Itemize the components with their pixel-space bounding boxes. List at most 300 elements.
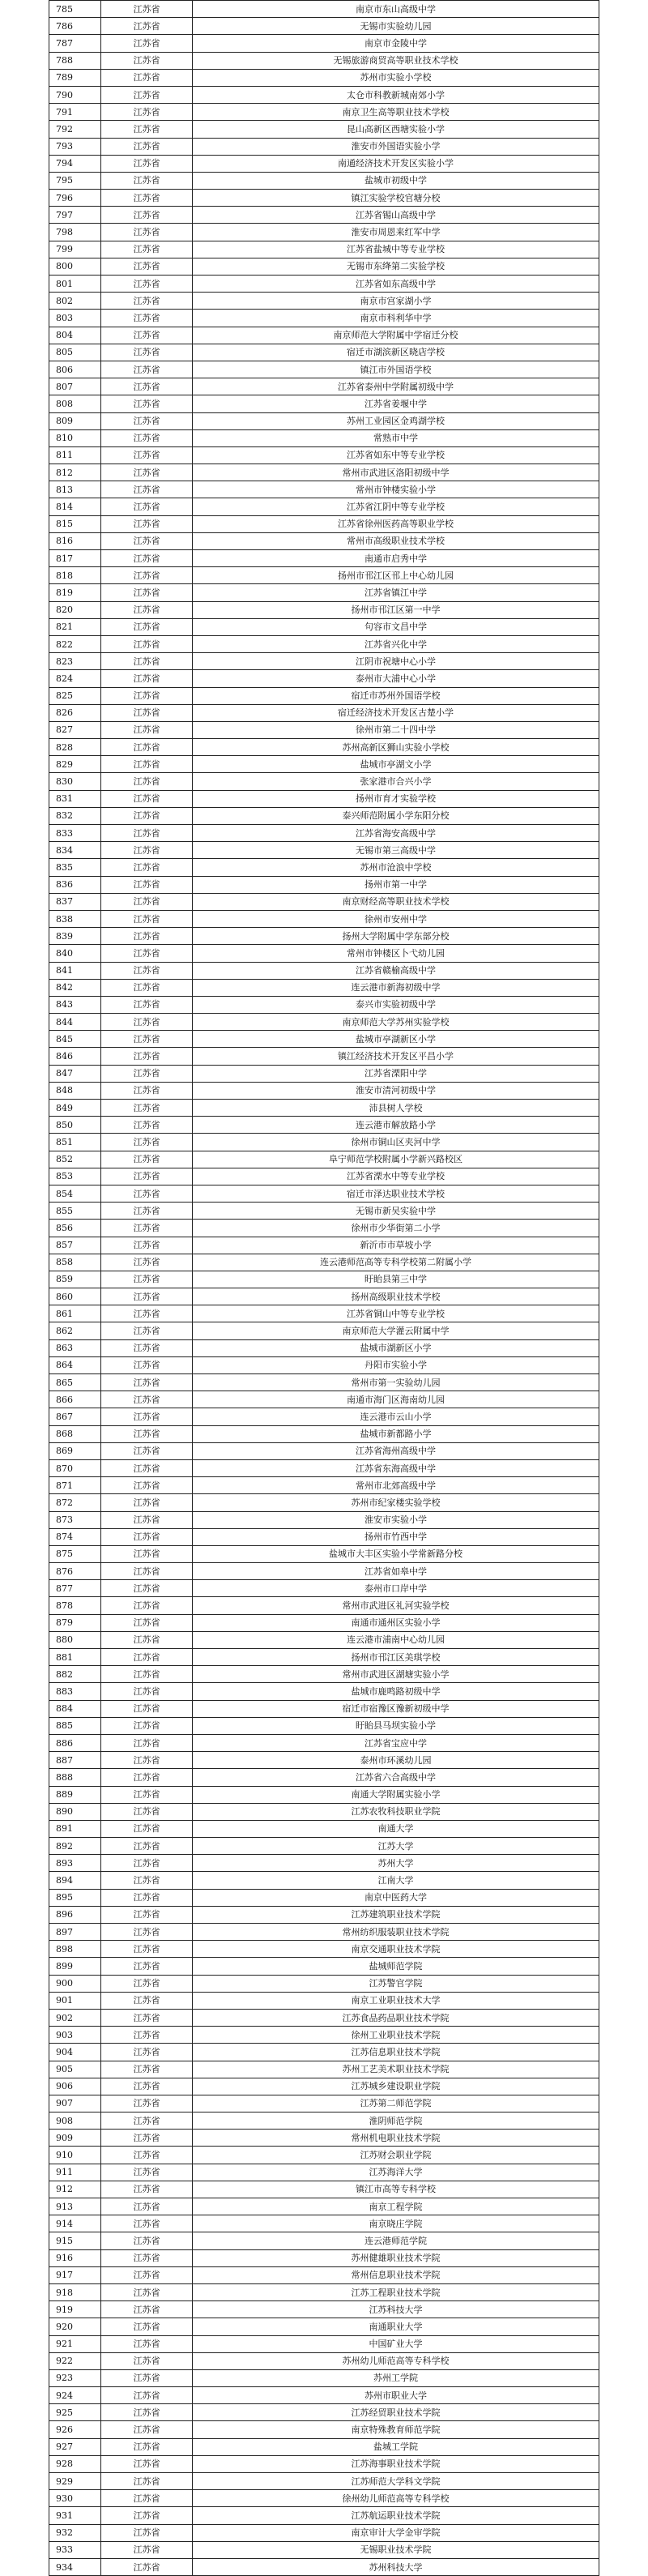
province-cell: 江苏省 (101, 2164, 193, 2181)
school-name-cell: 常州市第一实验幼儿园 (193, 1374, 599, 1391)
table-row (49, 670, 599, 687)
table-row (49, 1134, 599, 1151)
table-row (49, 1803, 599, 1820)
province-cell: 江苏省 (101, 2541, 193, 2558)
table-row (49, 1442, 599, 1459)
row-number: 912 (49, 2181, 101, 2198)
school-name-cell: 江苏城乡建设职业学院 (193, 2078, 599, 2095)
table-row (49, 1048, 599, 1065)
province-cell: 江苏省 (101, 1271, 193, 1288)
province-cell: 江苏省 (101, 1649, 193, 1666)
school-name-cell: 泰州市环溪幼儿园 (193, 1752, 599, 1769)
table-row (49, 1065, 599, 1082)
table-row (49, 532, 599, 549)
province-cell: 江苏省 (101, 584, 193, 601)
row-number: 889 (49, 1786, 101, 1803)
school-name-cell: 苏州科技大学 (193, 2558, 599, 2575)
province-cell: 江苏省 (101, 429, 193, 446)
table-row (49, 138, 599, 155)
row-number: 839 (49, 928, 101, 945)
school-name-cell: 苏州大学 (193, 1855, 599, 1872)
school-name-cell: 江苏省镇江中学 (193, 584, 599, 601)
school-name-cell: 扬州市第一中学 (193, 876, 599, 893)
province-cell: 江苏省 (101, 1477, 193, 1494)
province-cell: 江苏省 (101, 2352, 193, 2369)
province-cell: 江苏省 (101, 1151, 193, 1168)
row-number: 911 (49, 2164, 101, 2181)
province-cell: 江苏省 (101, 601, 193, 618)
province-cell: 江苏省 (101, 2507, 193, 2524)
row-number: 855 (49, 1203, 101, 1220)
table-row (49, 653, 599, 670)
row-number: 901 (49, 1992, 101, 2009)
school-name-cell: 连云港市解放路小学 (193, 1117, 599, 1134)
table-row (49, 1752, 599, 1769)
row-number: 808 (49, 395, 101, 412)
school-name-cell: 盐城市鹿鸣路初级中学 (193, 1683, 599, 1700)
school-name-cell: 无锡市实验幼儿园 (193, 18, 599, 35)
row-number: 811 (49, 446, 101, 464)
province-cell: 江苏省 (101, 207, 193, 224)
province-cell: 江苏省 (101, 1374, 193, 1391)
table-row (49, 1734, 599, 1751)
table-row (49, 1855, 599, 1872)
province-cell: 江苏省 (101, 928, 193, 945)
province-cell: 江苏省 (101, 2473, 193, 2490)
school-name-cell: 盐城市湖新区小学 (193, 1339, 599, 1356)
school-name-cell: 常州纺织服装职业技术学院 (193, 1924, 599, 1941)
school-name-cell: 扬州高级职业技术学校 (193, 1288, 599, 1305)
row-number: 865 (49, 1374, 101, 1391)
province-cell: 江苏省 (101, 687, 193, 704)
province-cell: 江苏省 (101, 1459, 193, 1476)
province-cell: 江苏省 (101, 310, 193, 327)
table-row (49, 224, 599, 241)
table-row (49, 1459, 599, 1476)
table-row (49, 1151, 599, 1168)
school-name-cell: 江苏第二师范学院 (193, 2095, 599, 2112)
table-row (49, 498, 599, 515)
table-row (49, 1906, 599, 1923)
province-cell: 江苏省 (101, 35, 193, 52)
school-name-cell: 江苏科技大学 (193, 2301, 599, 2318)
province-cell: 江苏省 (101, 1494, 193, 1511)
row-number: 801 (49, 276, 101, 293)
row-number: 853 (49, 1168, 101, 1185)
province-cell: 江苏省 (101, 498, 193, 515)
province-cell: 江苏省 (101, 2044, 193, 2061)
table-row (49, 1356, 599, 1373)
province-cell: 江苏省 (101, 1305, 193, 1322)
table-row (49, 1168, 599, 1185)
school-name-cell: 江苏省东海高级中学 (193, 1459, 599, 1476)
table-row (49, 1941, 599, 1958)
row-number: 914 (49, 2215, 101, 2232)
table-row (49, 1408, 599, 1425)
school-name-cell: 淮安市实验小学 (193, 1511, 599, 1528)
row-number: 902 (49, 2009, 101, 2026)
province-cell: 江苏省 (101, 1700, 193, 1717)
province-cell: 江苏省 (101, 1545, 193, 1562)
table-row (49, 2147, 599, 2164)
table-row (49, 2541, 599, 2558)
table-row (49, 893, 599, 910)
row-number: 908 (49, 2112, 101, 2130)
row-number: 880 (49, 1631, 101, 1648)
school-name-cell: 江苏省锡山高级中学 (193, 207, 599, 224)
province-cell: 江苏省 (101, 18, 193, 35)
school-name-cell: 无锡市第三高级中学 (193, 842, 599, 859)
school-name-cell: 无锡职业技术学院 (193, 2541, 599, 2558)
row-number: 898 (49, 1941, 101, 1958)
row-number: 814 (49, 498, 101, 515)
row-number: 823 (49, 653, 101, 670)
province-cell: 江苏省 (101, 2490, 193, 2507)
school-name-cell: 宿迁市湖滨新区晓店学校 (193, 344, 599, 361)
province-cell: 江苏省 (101, 1100, 193, 1117)
province-cell: 江苏省 (101, 2027, 193, 2044)
school-name-cell: 南通市通州区实验小学 (193, 1614, 599, 1631)
row-number: 791 (49, 104, 101, 121)
province-cell: 江苏省 (101, 704, 193, 721)
province-cell: 江苏省 (101, 1014, 193, 1031)
school-name-cell: 盐城市亭湖新区小学 (193, 1031, 599, 1048)
table-row (49, 807, 599, 824)
school-list-body (49, 1, 599, 2576)
row-number: 833 (49, 825, 101, 842)
table-row (49, 1220, 599, 1237)
province-cell: 江苏省 (101, 2558, 193, 2575)
province-cell: 江苏省 (101, 2181, 193, 2198)
school-name-cell: 淮阴师范学院 (193, 2112, 599, 2130)
school-name-cell: 连云港师范高等专科学校第二附属小学 (193, 1254, 599, 1271)
school-name-cell: 南京交通职业技术学院 (193, 1941, 599, 1958)
province-cell: 江苏省 (101, 464, 193, 481)
table-row (49, 293, 599, 310)
province-cell: 江苏省 (101, 378, 193, 395)
table-row (49, 1082, 599, 1099)
row-number: 852 (49, 1151, 101, 1168)
school-name-cell: 徐州市铜山区夹河中学 (193, 1134, 599, 1151)
school-name-cell: 江苏工程职业技术学院 (193, 2283, 599, 2300)
province-cell: 江苏省 (101, 876, 193, 893)
school-name-cell: 宿迁市苏州外国语学校 (193, 687, 599, 704)
table-row (49, 1305, 599, 1322)
table-row (49, 2558, 599, 2575)
row-number: 921 (49, 2335, 101, 2352)
table-row (49, 1889, 599, 1906)
row-number: 923 (49, 2369, 101, 2386)
row-number: 847 (49, 1065, 101, 1082)
province-cell: 江苏省 (101, 1168, 193, 1185)
row-number: 869 (49, 1442, 101, 1459)
table-row (49, 2455, 599, 2472)
province-cell: 江苏省 (101, 2301, 193, 2318)
row-number: 825 (49, 687, 101, 704)
row-number: 802 (49, 293, 101, 310)
province-cell: 江苏省 (101, 515, 193, 532)
school-name-cell: 常州市高级职业技术学校 (193, 532, 599, 549)
school-name-cell: 盱眙县马坝实验小学 (193, 1717, 599, 1734)
school-name-cell: 镇江市外国语学校 (193, 361, 599, 378)
province-cell: 江苏省 (101, 1065, 193, 1082)
province-cell: 江苏省 (101, 446, 193, 464)
province-cell: 江苏省 (101, 1958, 193, 1975)
school-name-cell: 扬州大学附属中学东部分校 (193, 928, 599, 945)
school-name-cell: 南通职业大学 (193, 2318, 599, 2335)
school-name-cell: 苏州市纪家楼实验学校 (193, 1494, 599, 1511)
school-name-cell: 南通经济技术开发区实验小学 (193, 155, 599, 172)
province-cell: 江苏省 (101, 893, 193, 910)
school-name-cell: 盐城市初级中学 (193, 172, 599, 189)
school-name-cell: 江苏省如东中等专业学校 (193, 446, 599, 464)
table-row (49, 2266, 599, 2283)
table-row (49, 2181, 599, 2198)
row-number: 895 (49, 1889, 101, 1906)
table-row (49, 1528, 599, 1545)
table-row (49, 172, 599, 189)
table-row (49, 2490, 599, 2507)
row-number: 849 (49, 1100, 101, 1117)
row-number: 878 (49, 1597, 101, 1614)
province-cell: 江苏省 (101, 1597, 193, 1614)
row-number: 789 (49, 69, 101, 86)
table-row (49, 910, 599, 927)
province-cell: 江苏省 (101, 327, 193, 344)
row-number: 834 (49, 842, 101, 859)
table-row (49, 2524, 599, 2541)
row-number: 806 (49, 361, 101, 378)
school-name-cell: 镇江实验学校官塘分校 (193, 190, 599, 207)
province-cell: 江苏省 (101, 1339, 193, 1356)
province-cell: 江苏省 (101, 721, 193, 738)
table-row (49, 276, 599, 293)
school-name-cell: 江苏省六合高级中学 (193, 1769, 599, 1786)
school-name-cell: 南京市金陵中学 (193, 35, 599, 52)
province-cell: 江苏省 (101, 1048, 193, 1065)
school-name-cell: 南通市海门区海南幼儿园 (193, 1391, 599, 1408)
province-cell: 江苏省 (101, 2009, 193, 2026)
province-cell: 江苏省 (101, 962, 193, 979)
province-cell: 江苏省 (101, 945, 193, 962)
row-number: 804 (49, 327, 101, 344)
row-number: 844 (49, 1014, 101, 1031)
school-name-cell: 扬州市育才实验学校 (193, 790, 599, 807)
school-name-cell: 中国矿业大学 (193, 2335, 599, 2352)
row-number: 787 (49, 35, 101, 52)
table-row (49, 1, 599, 18)
table-row (49, 1649, 599, 1666)
school-name-cell: 江苏财会职业学院 (193, 2147, 599, 2164)
row-number: 888 (49, 1769, 101, 1786)
province-cell: 江苏省 (101, 395, 193, 412)
province-cell: 江苏省 (101, 1, 193, 18)
school-name-cell: 南通大学 (193, 1820, 599, 1837)
table-row (49, 1700, 599, 1717)
school-name-cell: 江苏省徐州医药高等职业学校 (193, 515, 599, 532)
province-cell: 江苏省 (101, 996, 193, 1013)
province-cell: 江苏省 (101, 293, 193, 310)
province-cell: 江苏省 (101, 1425, 193, 1442)
province-cell: 江苏省 (101, 1666, 193, 1683)
province-cell: 江苏省 (101, 172, 193, 189)
province-cell: 江苏省 (101, 2198, 193, 2215)
table-row (49, 69, 599, 86)
table-row (49, 979, 599, 996)
province-cell: 江苏省 (101, 1889, 193, 1906)
row-number: 850 (49, 1117, 101, 1134)
school-name-cell: 常州市北郊高级中学 (193, 1477, 599, 1494)
table-row (49, 1374, 599, 1391)
province-cell: 江苏省 (101, 773, 193, 790)
table-row (49, 155, 599, 172)
school-name-cell: 昆山高新区西塘实验小学 (193, 121, 599, 138)
table-row (49, 361, 599, 378)
row-number: 917 (49, 2266, 101, 2283)
school-name-cell: 江苏食品药品职业技术学院 (193, 2009, 599, 2026)
row-number: 929 (49, 2473, 101, 2490)
province-cell: 江苏省 (101, 739, 193, 756)
province-cell: 江苏省 (101, 138, 193, 155)
school-name-cell: 徐州工业职业技术学院 (193, 2027, 599, 2044)
school-name-cell: 盱眙县第三中学 (193, 1271, 599, 1288)
school-name-cell: 江苏省如东高级中学 (193, 276, 599, 293)
province-cell: 江苏省 (101, 1786, 193, 1803)
table-row (49, 721, 599, 738)
table-row (49, 567, 599, 584)
province-cell: 江苏省 (101, 1734, 193, 1751)
table-row (49, 2044, 599, 2061)
school-name-cell: 常州市钟楼区卜弋幼儿园 (193, 945, 599, 962)
school-name-cell: 江苏省溧阳中学 (193, 1065, 599, 1082)
row-number: 863 (49, 1339, 101, 1356)
school-name-cell: 苏州高新区狮山实验小学校 (193, 739, 599, 756)
school-list-table (49, 0, 599, 2576)
school-name-cell: 徐州市少华街第二小学 (193, 1220, 599, 1237)
table-row (49, 1117, 599, 1134)
school-name-cell: 盐城师范学院 (193, 1958, 599, 1975)
province-cell: 江苏省 (101, 2147, 193, 2164)
school-name-cell: 徐州市安州中学 (193, 910, 599, 927)
row-number: 795 (49, 172, 101, 189)
table-row (49, 2421, 599, 2438)
table-row (49, 2369, 599, 2386)
school-name-cell: 常州市钟楼实验小学 (193, 481, 599, 498)
table-row (49, 1597, 599, 1614)
row-number: 913 (49, 2198, 101, 2215)
province-cell: 江苏省 (101, 2524, 193, 2541)
table-row (49, 190, 599, 207)
province-cell: 江苏省 (101, 1511, 193, 1528)
province-cell: 江苏省 (101, 1528, 193, 1545)
row-number: 900 (49, 1975, 101, 1992)
school-name-cell: 苏州市实验小学校 (193, 69, 599, 86)
school-name-cell: 连云港市云山小学 (193, 1408, 599, 1425)
row-number: 876 (49, 1563, 101, 1580)
row-number: 867 (49, 1408, 101, 1425)
province-cell: 江苏省 (101, 1356, 193, 1373)
province-cell: 江苏省 (101, 1117, 193, 1134)
row-number: 812 (49, 464, 101, 481)
table-row (49, 2027, 599, 2044)
row-number: 809 (49, 412, 101, 429)
table-row (49, 1494, 599, 1511)
table-row (49, 1975, 599, 1992)
school-name-cell: 丹阳市实验小学 (193, 1356, 599, 1373)
school-name-cell: 江苏省铜山中等专业学校 (193, 1305, 599, 1322)
school-name-cell: 江苏省兴化中学 (193, 635, 599, 652)
row-number: 872 (49, 1494, 101, 1511)
row-number: 897 (49, 1924, 101, 1941)
row-number: 797 (49, 207, 101, 224)
row-number: 864 (49, 1356, 101, 1373)
table-row (49, 1391, 599, 1408)
table-row (49, 1992, 599, 2009)
row-number: 861 (49, 1305, 101, 1322)
table-row (49, 1339, 599, 1356)
school-name-cell: 扬州市邗江区美琪学校 (193, 1649, 599, 1666)
province-cell: 江苏省 (101, 1941, 193, 1958)
table-row (49, 52, 599, 69)
school-name-cell: 苏州幼儿师范高等专科学校 (193, 2352, 599, 2369)
table-row (49, 1271, 599, 1288)
table-row (49, 1563, 599, 1580)
row-number: 856 (49, 1220, 101, 1237)
school-name-cell: 盐城市大丰区实验小学常新路分校 (193, 1545, 599, 1562)
school-name-cell: 南通市启秀中学 (193, 550, 599, 567)
table-row (49, 2301, 599, 2318)
school-name-cell: 江苏省赣榆高级中学 (193, 962, 599, 979)
school-name-cell: 盐城工学院 (193, 2438, 599, 2455)
row-number: 877 (49, 1580, 101, 1597)
row-number: 884 (49, 1700, 101, 1717)
row-number: 840 (49, 945, 101, 962)
school-name-cell: 无锡市新吴实验中学 (193, 1203, 599, 1220)
table-row (49, 928, 599, 945)
school-name-cell: 江南大学 (193, 1872, 599, 1889)
row-number: 819 (49, 584, 101, 601)
province-cell: 江苏省 (101, 1838, 193, 1855)
school-name-cell: 南京卫生高等职业技术学校 (193, 104, 599, 121)
row-number: 826 (49, 704, 101, 721)
province-cell: 江苏省 (101, 2266, 193, 2283)
province-cell: 江苏省 (101, 155, 193, 172)
row-number: 873 (49, 1511, 101, 1528)
school-name-cell: 南京师范大学灌云附属中学 (193, 1322, 599, 1339)
province-cell: 江苏省 (101, 842, 193, 859)
table-row (49, 207, 599, 224)
row-number: 879 (49, 1614, 101, 1631)
school-name-cell: 南京中医药大学 (193, 1889, 599, 1906)
row-number: 899 (49, 1958, 101, 1975)
school-name-cell: 常州市武进区湖塘实验小学 (193, 1666, 599, 1683)
row-number: 798 (49, 224, 101, 241)
province-cell: 江苏省 (101, 1752, 193, 1769)
row-number: 837 (49, 893, 101, 910)
row-number: 907 (49, 2095, 101, 2112)
province-cell: 江苏省 (101, 1254, 193, 1271)
table-row (49, 258, 599, 275)
table-row (49, 2438, 599, 2455)
school-name-cell: 镇江经济技术开发区平昌小学 (193, 1048, 599, 1065)
school-name-cell: 镇江市高等专科学校 (193, 2181, 599, 2198)
row-number: 794 (49, 155, 101, 172)
table-row (49, 756, 599, 773)
table-row (49, 2318, 599, 2335)
province-cell: 江苏省 (101, 1614, 193, 1631)
row-number: 828 (49, 739, 101, 756)
row-number: 885 (49, 1717, 101, 1734)
